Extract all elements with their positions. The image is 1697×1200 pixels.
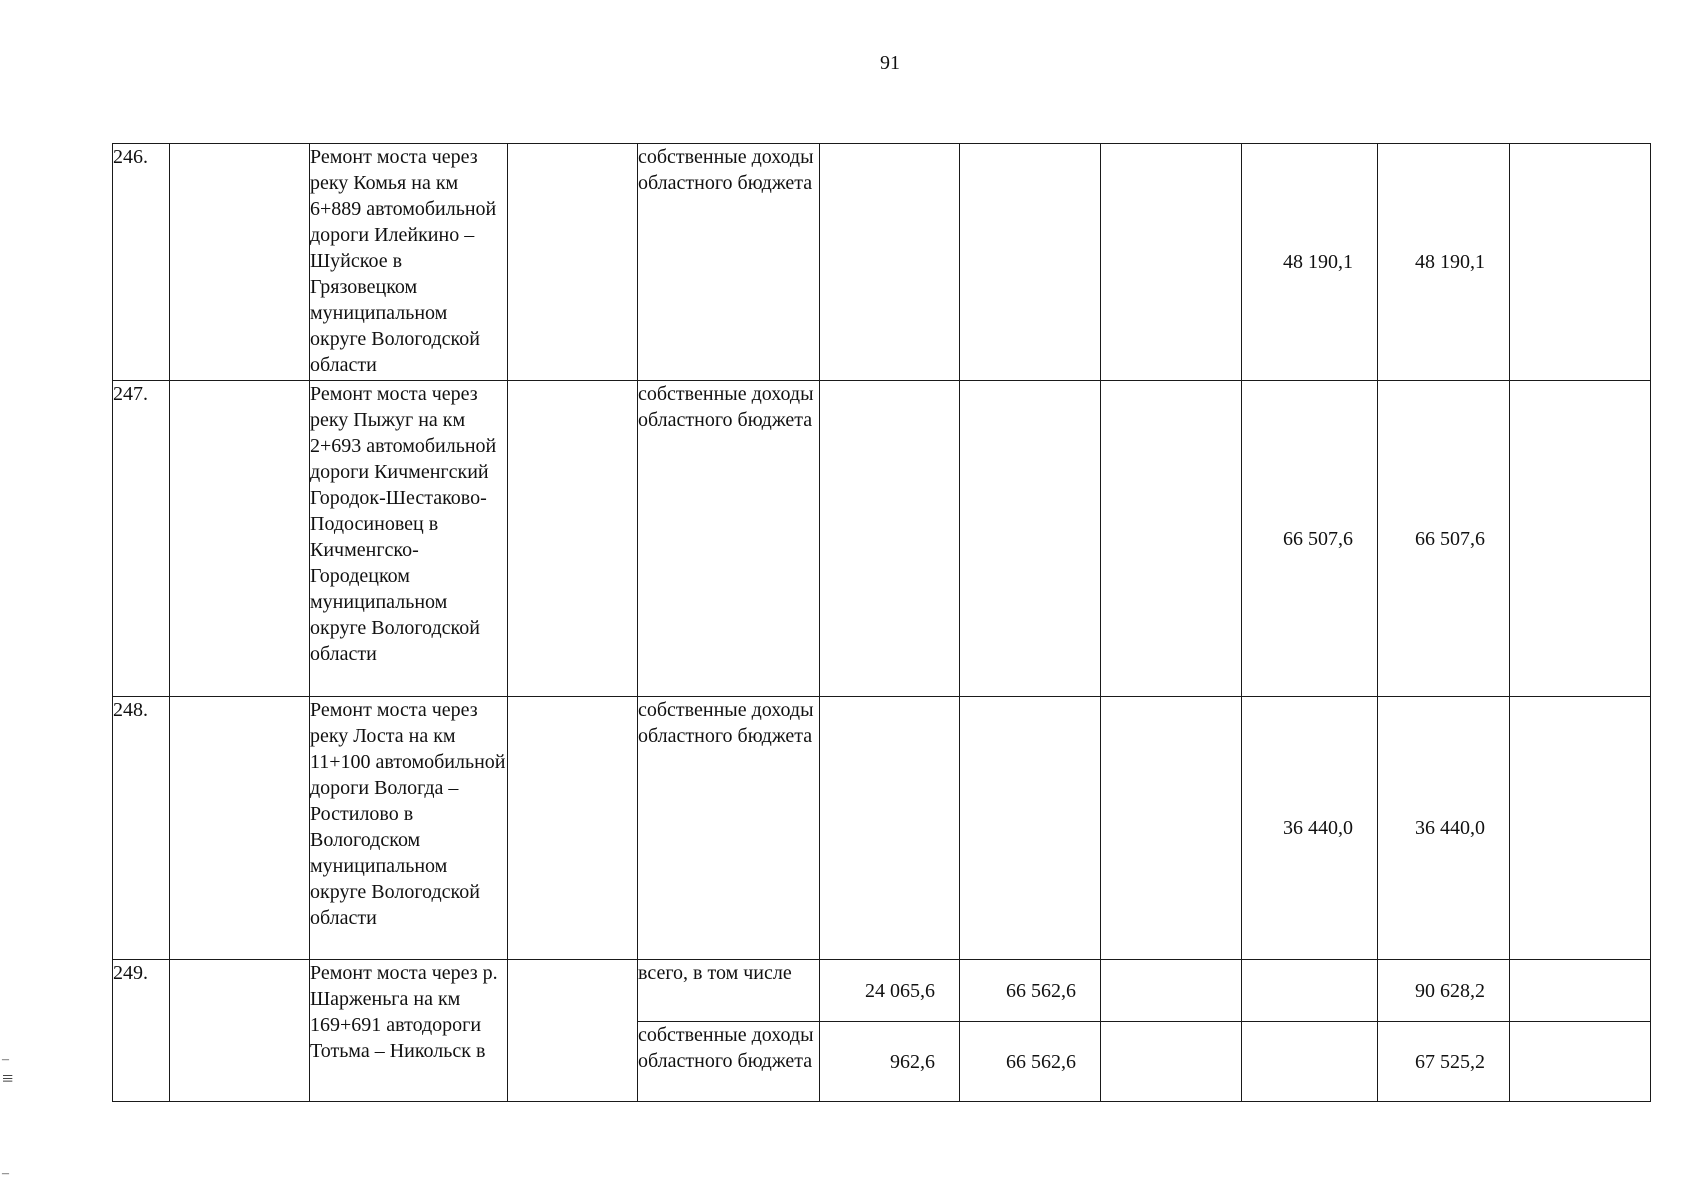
- row-number: 246.: [113, 144, 170, 381]
- value-cell: [820, 381, 960, 697]
- value-cell: [1101, 144, 1242, 381]
- empty-cell: [1510, 381, 1651, 697]
- value-cell: 66 562,6: [960, 1022, 1101, 1102]
- value-cell: [1242, 1022, 1378, 1102]
- table-row: [113, 960, 1651, 1022]
- funding-source: собственные доходы областного бюджета: [638, 381, 820, 697]
- empty-cell: [1510, 144, 1651, 381]
- empty-cell: [170, 144, 310, 381]
- value-cell: 962,6: [820, 1022, 960, 1102]
- object-name: Ремонт моста через реку Лоста на км 11+100 автомобильной дороги Вологда – Ростилово в Вологодском муниципальном округе Вологодской области: [310, 697, 508, 960]
- object-name: Ремонт моста через реку Пыжуг на км 2+693 автомобильной дороги Кичменгский Городок-Шестаково-Подосиновец в Кичменгско-Городецком муниципальном округе Вологодской области: [310, 381, 508, 697]
- value-cell: [1101, 1022, 1242, 1102]
- value-cell: [960, 697, 1101, 960]
- empty-cell: [1510, 960, 1651, 1022]
- value-cell: [1101, 697, 1242, 960]
- value-cell: 36 440,0: [1242, 697, 1378, 960]
- empty-cell: [508, 697, 638, 960]
- total-cell: 36 440,0: [1378, 697, 1510, 960]
- empty-cell: [170, 697, 310, 960]
- empty-cell: [508, 144, 638, 381]
- page-number: 91: [880, 52, 900, 74]
- empty-cell: [508, 960, 638, 1102]
- funding-source: собственные доходы областного бюджета: [638, 144, 820, 381]
- funding-source: всего, в том числе: [638, 960, 820, 1022]
- empty-cell: [508, 381, 638, 697]
- empty-cell: [170, 381, 310, 697]
- value-cell: 48 190,1: [1242, 144, 1378, 381]
- scan-mark: ≡: [2, 1068, 14, 1090]
- empty-cell: [1510, 1022, 1651, 1102]
- value-cell: [960, 381, 1101, 697]
- scan-mark: –: [2, 1166, 9, 1181]
- row-number: 247.: [113, 381, 170, 697]
- value-cell: 66 507,6: [1242, 381, 1378, 697]
- total-cell: 90 628,2: [1378, 960, 1510, 1022]
- funding-source: собственные доходы областного бюджета: [638, 1022, 820, 1102]
- value-cell: [820, 697, 960, 960]
- table-row: [113, 381, 1651, 697]
- table-row: [113, 144, 1651, 381]
- funding-source: собственные доходы областного бюджета: [638, 697, 820, 960]
- object-name: Ремонт моста через р. Шарженьга на км 169+691 автодороги Тотьма – Никольск в: [310, 960, 508, 1102]
- total-cell: 66 507,6: [1378, 381, 1510, 697]
- table-row: [113, 697, 1651, 960]
- value-cell: [1101, 960, 1242, 1022]
- total-cell: 67 525,2: [1378, 1022, 1510, 1102]
- object-name: Ремонт моста через реку Комья на км 6+889 автомобильной дороги Илейкино – Шуйское в Грязовецком муниципальном округе Вологодской области: [310, 144, 508, 381]
- value-cell: 66 562,6: [960, 960, 1101, 1022]
- value-cell: 24 065,6: [820, 960, 960, 1022]
- row-number: 248.: [113, 697, 170, 960]
- budget-table: [112, 143, 1651, 1102]
- value-cell: [1101, 381, 1242, 697]
- value-cell: [960, 144, 1101, 381]
- scan-mark: –: [2, 1052, 9, 1067]
- empty-cell: [1510, 697, 1651, 960]
- empty-cell: [170, 960, 310, 1102]
- total-cell: 48 190,1: [1378, 144, 1510, 381]
- row-number: 249.: [113, 960, 170, 1102]
- value-cell: [1242, 960, 1378, 1022]
- value-cell: [820, 144, 960, 381]
